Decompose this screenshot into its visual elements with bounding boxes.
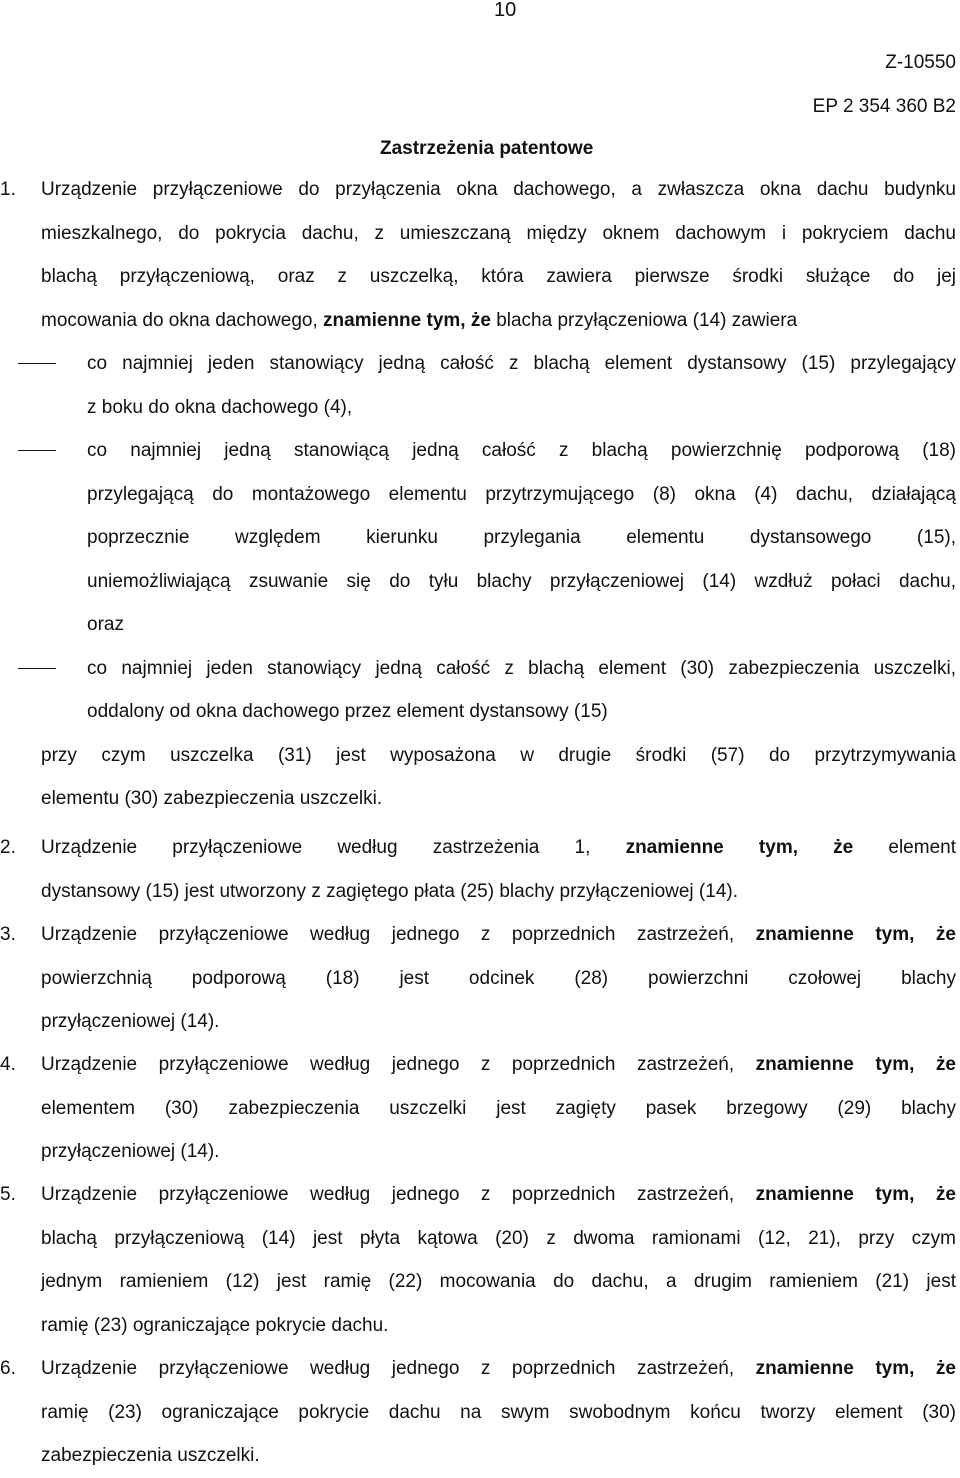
claim-number: 3. xyxy=(0,924,16,945)
claim-number: 6. xyxy=(0,1358,16,1379)
claim-number: 1. xyxy=(0,179,16,200)
claim-line: przy czym uszczelka (31) jest wyposażona w drugie środki (57) do przytrzymywania xyxy=(41,744,956,766)
claim-line: przylegającą do montażowego elementu przytrzymującego (8) okna (4) dachu, działającą xyxy=(87,483,956,505)
claim-line: z boku do okna dachowego (4), xyxy=(87,396,353,418)
claim-number: 4. xyxy=(0,1054,16,1075)
claim-line: co najmniej jeden stanowiący jedną całość z blachą element (30) zabezpieczenia uszczelki, xyxy=(87,657,956,679)
claim-line: jednym ramieniem (12) jest ramię (22) mocowania do dachu, a drugim ramieniem (21) jest xyxy=(41,1271,956,1292)
claim-line: oddalony od okna dachowego przez element dystansowy (15) xyxy=(87,701,608,722)
list-item xyxy=(0,342,956,429)
dash-bullet xyxy=(18,668,56,669)
patent-number: EP 2 354 360 B2 xyxy=(812,96,956,117)
claim-line: ramię (23) ograniczające pokrycie dachu. xyxy=(41,1314,389,1336)
characterizing-phrase: znamienne tym, że xyxy=(625,837,854,858)
characterizing-phrase: znamienne tym, że xyxy=(755,1054,956,1075)
claim-line: Urządzenie przyłączeniowe według jednego z poprzednich zastrzeżeń, znamienne tym, że xyxy=(41,1358,956,1379)
claim-line: co najmniej jedną stanowiącą jedną całość z blachą powierzchnię podporową (18) xyxy=(87,440,956,461)
claim-line: blachą przyłączeniową (14) jest płyta kątowa (20) z dwoma ramionami (12, 21), przy czym xyxy=(41,1227,956,1249)
claim-number: 5. xyxy=(0,1184,16,1205)
claim-1 xyxy=(0,168,956,821)
claim-line: Urządzenie przyłączeniowe według jednego z poprzednich zastrzeżeń, znamienne tym, że xyxy=(41,1184,956,1205)
list-item xyxy=(0,647,956,734)
characterizing-phrase: znamienne tym, że xyxy=(755,924,956,945)
claim-line: mocowania do okna dachowego, znamienne tym, że blacha przyłączeniowa (14) zawiera xyxy=(41,309,798,331)
claim-line: uniemożliwiającą zsuwanie się do tyłu blachy przyłączeniowej (14) wzdłuż połaci dachu, xyxy=(87,570,956,592)
characterizing-phrase: znamienne tym, że xyxy=(755,1358,956,1379)
claim-line: blachą przyłączeniową, oraz z uszczelką, która zawiera pierwsze środki służące do jej xyxy=(41,266,956,287)
claim-line: co najmniej jeden stanowiący jedną całość z blachą element dystansowy (15) przylegający xyxy=(87,353,956,374)
page-number: 10 xyxy=(494,0,517,21)
claim-line: przyłączeniowej (14). xyxy=(41,1011,220,1032)
claim-line: ramię (23) ograniczające pokrycie dachu na swym swobodnym końcu tworzy element (30) xyxy=(41,1401,956,1423)
claim-line: dystansowy (15) jest utworzony z zagiętego płata (25) blachy przyłączeniowej (14). xyxy=(41,880,738,902)
claim-line: poprzecznie względem kierunku przylegania elementu dystansowego (15), xyxy=(87,527,956,548)
claim-line: Urządzenie przyłączeniowe według zastrzeżenia 1, znamienne tym, że element xyxy=(41,837,956,858)
claim-6 xyxy=(0,1347,956,1478)
claim-line: Urządzenie przyłączeniowe według jednego z poprzednich zastrzeżeń, znamienne tym, że xyxy=(41,1054,956,1075)
characterizing-phrase: znamienne tym, że xyxy=(323,309,491,331)
claim-line: przyłączeniowej (14). xyxy=(41,1141,220,1162)
claim-line: elementu (30) zabezpieczenia uszczelki. xyxy=(41,788,383,809)
claim-line: powierzchnią podporową (18) jest odcinek (28) powierzchni czołowej blachy xyxy=(41,967,956,989)
claims-heading: Zastrzeżenia patentowe xyxy=(380,138,594,159)
claim-line: Urządzenie przyłączeniowe do przyłączenia okna dachowego, a zwłaszcza okna dachu budynku xyxy=(41,179,956,200)
dash-bullet xyxy=(18,363,56,364)
claim-line: elementem (30) zabezpieczenia uszczelki jest zagięty pasek brzegowy (29) blachy xyxy=(41,1097,956,1119)
claim-line: oraz xyxy=(87,614,124,635)
characterizing-phrase: znamienne tym, że xyxy=(755,1184,956,1205)
claim-number: 2. xyxy=(0,837,16,858)
claim-2 xyxy=(0,826,956,913)
list-item xyxy=(0,429,956,647)
claim-line: Urządzenie przyłączeniowe według jednego z poprzednich zastrzeżeń, znamienne tym, że xyxy=(41,924,956,945)
claim-line: zabezpieczenia uszczelki. xyxy=(41,1445,260,1466)
reference-code: Z-10550 xyxy=(885,52,956,73)
claim-3 xyxy=(0,913,956,1044)
claim-5 xyxy=(0,1173,956,1347)
dash-bullet xyxy=(18,450,56,451)
claim-4 xyxy=(0,1043,956,1174)
claim-line: mieszkalnego, do pokrycia dachu, z umieszczaną między oknem dachowym i pokryciem dachu xyxy=(41,222,956,244)
